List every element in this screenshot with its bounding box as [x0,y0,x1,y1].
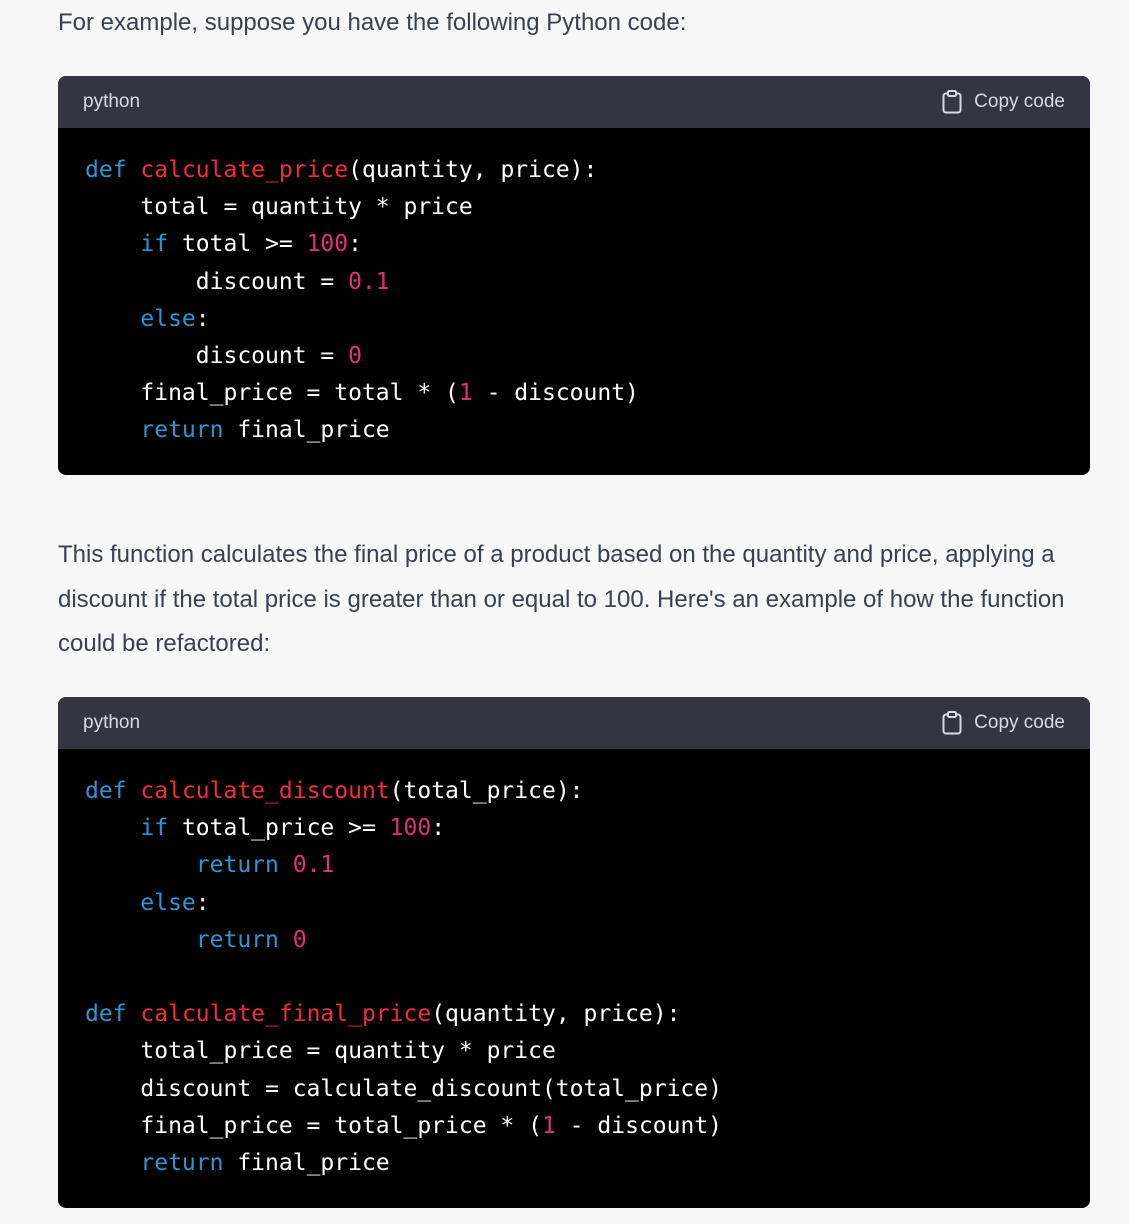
code-text: final_price [223,1149,390,1176]
code-keyword: return [195,926,279,953]
code-number: 100 [306,231,349,258]
code-language-label: python [83,712,141,733]
code-text: : [195,305,210,332]
code-line [85,301,1090,338]
code-line [85,847,1090,884]
code-text [85,852,196,878]
code-line [85,959,1090,996]
code-number: 1 [458,380,473,407]
code-text [85,927,196,953]
code-text [85,417,140,443]
code-text [85,815,140,841]
code-text [127,157,141,183]
code-text [127,1001,141,1027]
code-text: (quantity, price): [348,157,598,183]
code-text: discount = calculate_discount(total_price) [85,1075,722,1102]
code-function-name: calculate_discount [140,778,390,804]
code-line [85,152,1090,189]
code-text: (quantity, price): [431,1001,681,1028]
code-number: 100 [389,815,432,842]
copy-code-button[interactable] [942,711,1065,735]
copy-code-label: Copy code [974,91,1065,112]
code-line [85,922,1090,959]
code-text: total = quantity * price [85,194,473,221]
code-text [85,1150,140,1176]
code-line [85,1108,1090,1145]
code-number: 0 [292,926,307,953]
copy-code-label: Copy code [974,712,1065,733]
code-block-header [58,76,1090,128]
code-text: final_price [223,417,390,444]
clipboard-icon [942,90,962,114]
clipboard-icon [942,711,962,735]
code-text: discount = [85,342,349,369]
code-number: 0.1 [348,268,390,295]
code-keyword: if [140,815,169,842]
code-text: final_price = total_price * ( [85,1112,542,1139]
code-keyword: return [195,852,279,879]
code-line [85,264,1090,301]
code-text [85,306,140,332]
copy-code-button[interactable] [942,90,1065,114]
code-text: total_price = quantity * price [85,1038,556,1065]
code-number: 1 [541,1112,556,1139]
code-keyword: return [140,1149,224,1176]
code-line [85,1071,1090,1108]
code-text: (total_price): [389,778,584,804]
code-text: : [195,889,210,916]
code-content [58,128,1090,450]
code-text: total >= [168,231,307,258]
code-block [58,76,1090,475]
code-keyword: def [85,157,127,183]
code-line [85,1033,1090,1070]
code-line [85,226,1090,263]
code-line [85,810,1090,847]
code-keyword: if [140,231,169,258]
code-keyword: def [85,1001,127,1028]
code-keyword: else [140,305,196,332]
code-block-header [58,697,1090,749]
code-line [85,885,1090,922]
code-text: - discount) [472,380,639,407]
code-line [85,189,1090,226]
code-line [85,338,1090,375]
code-text: : [431,815,446,842]
code-line [85,996,1090,1033]
explanation-text: This function calculates the final price of a product based on the quantity and price, applying a discount if the total price is greater than or equal to 100. Here's an example of how the function could be refactored: [58,541,1065,657]
code-number: 0.1 [292,852,335,879]
code-text: final_price = total * ( [85,380,459,407]
intro-text: For example, suppose you have the following Python code: [58,9,687,36]
code-line [85,1145,1090,1182]
code-function-name: calculate_price [140,157,349,183]
code-language-label: python [83,91,141,112]
code-text: discount = [85,268,349,295]
code-function-name: calculate_final_price [140,1001,432,1028]
code-block [58,697,1090,1208]
code-keyword: def [85,778,127,804]
code-text [279,927,293,953]
code-line [85,375,1090,412]
code-keyword: else [140,889,196,916]
code-line [85,412,1090,449]
code-text [85,890,140,916]
code-text: : [348,231,362,258]
code-text [279,852,293,878]
code-text [127,778,141,804]
code-text: total_price >= [168,815,390,842]
code-text: - discount) [555,1112,722,1139]
code-number: 0 [348,342,362,369]
code-content [58,749,1090,1182]
code-text [85,231,140,257]
code-keyword: return [140,417,224,444]
code-line [85,773,1090,810]
